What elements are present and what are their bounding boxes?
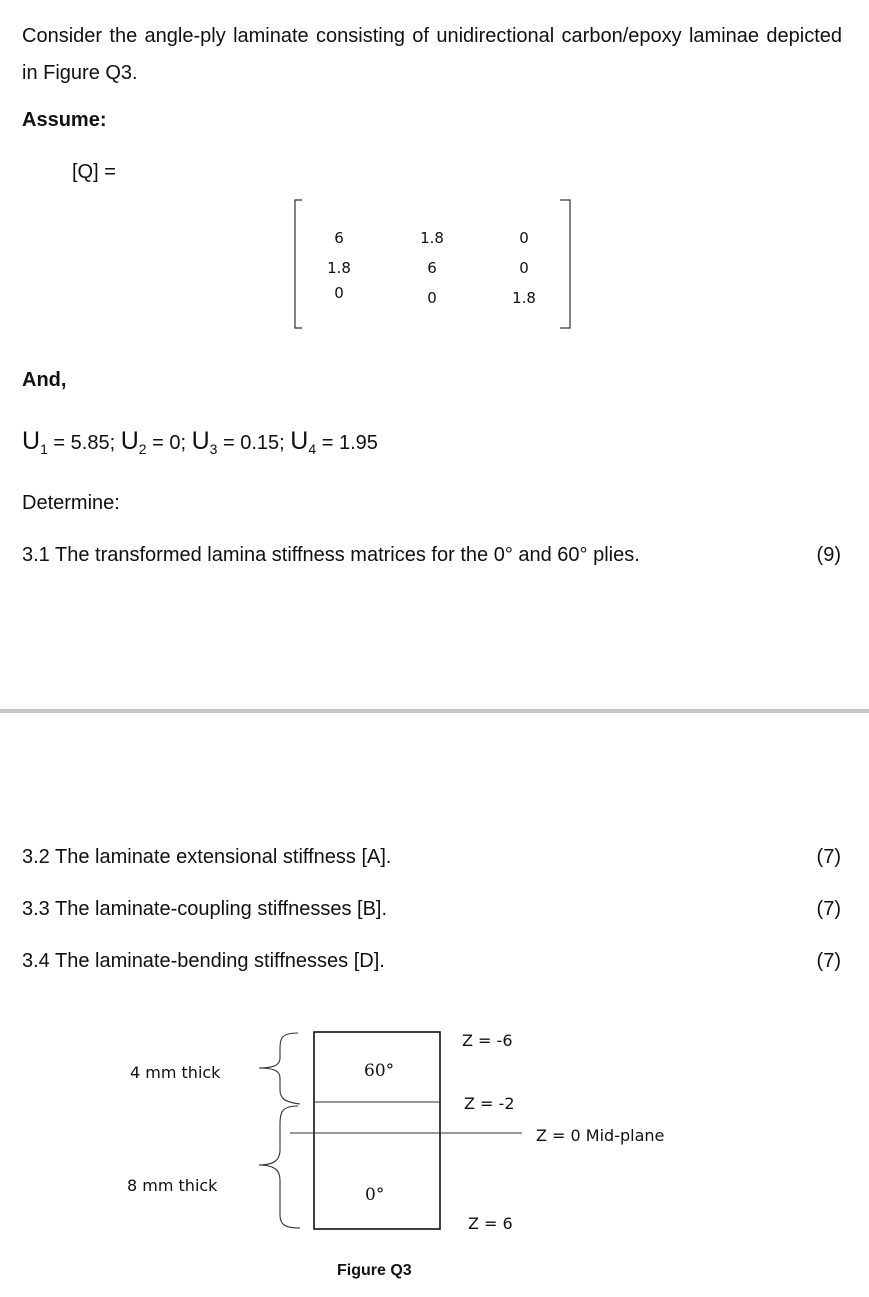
q-cell-13: 0 [519, 229, 529, 247]
determine-label: Determine: [22, 492, 120, 514]
q-cell-12: 1.8 [420, 229, 444, 247]
z-interface-label: Z = -2 [464, 1094, 515, 1113]
question-3-1: 3.1 The transformed lamina stiffness matrices for the 0° and 60° plies. [22, 544, 640, 566]
marks-3-1: (9) [816, 544, 841, 566]
q-cell-32: 0 [427, 289, 437, 307]
figure-q3 [0, 1020, 869, 1290]
q-cell-21: 1.8 [327, 259, 351, 277]
u1-subscript: 1 [40, 441, 48, 457]
q-cell-23: 0 [519, 259, 529, 277]
u3-value: = 0.15; [217, 432, 291, 454]
question-3-4: 3.4 The laminate-bending stiffnesses [D]. [22, 950, 385, 972]
u3-subscript: 3 [209, 441, 218, 457]
u3-letter: U [191, 427, 210, 455]
marks-3-3: (7) [816, 898, 841, 920]
z-top-label: Z = -6 [462, 1031, 513, 1050]
top-ply-angle: 60° [364, 1061, 395, 1081]
z-midplane-label: Z = 0 Mid-plane [536, 1126, 665, 1145]
u4-letter: U [290, 427, 309, 455]
u1-value: = 5.85; [47, 432, 121, 454]
u2-subscript: 2 [138, 441, 147, 457]
q-cell-31: 0 [334, 284, 344, 302]
u2-letter: U [120, 427, 139, 455]
marks-3-4: (7) [816, 950, 841, 972]
u4-subscript: 4 [308, 441, 317, 457]
laminate-diagram [0, 1020, 869, 1290]
u2-value: = 0; [146, 432, 192, 454]
q-cell-11: 6 [334, 229, 344, 247]
figure-caption: Figure Q3 [337, 1262, 412, 1279]
u-values [22, 427, 378, 457]
q-matrix [290, 196, 580, 334]
bottom-ply-angle: 0° [365, 1185, 385, 1205]
u4-value: = 1.95 [316, 432, 378, 454]
q-cell-22: 6 [427, 259, 437, 277]
bottom-ply-thickness: 8 mm thick [127, 1176, 218, 1195]
question-3-3: 3.3 The laminate-coupling stiffnesses [B]. [22, 898, 388, 920]
z-bottom-label: Z = 6 [468, 1214, 513, 1233]
assume-heading: Assume: [22, 109, 107, 131]
top-ply-thickness: 4 mm thick [130, 1063, 221, 1082]
u1-letter: U [22, 427, 41, 455]
marks-3-2: (7) [816, 846, 841, 868]
page-divider [0, 709, 869, 713]
intro-text: Consider the angle-ply laminate consisting of unidirectional carbon/epoxy laminae depicted in Figure Q3. [22, 25, 842, 84]
and-heading: And, [22, 369, 67, 391]
q-label: [Q] = [72, 161, 116, 183]
question-3-2: 3.2 The laminate extensional stiffness [A]. [22, 846, 392, 868]
q-cell-33: 1.8 [512, 289, 536, 307]
